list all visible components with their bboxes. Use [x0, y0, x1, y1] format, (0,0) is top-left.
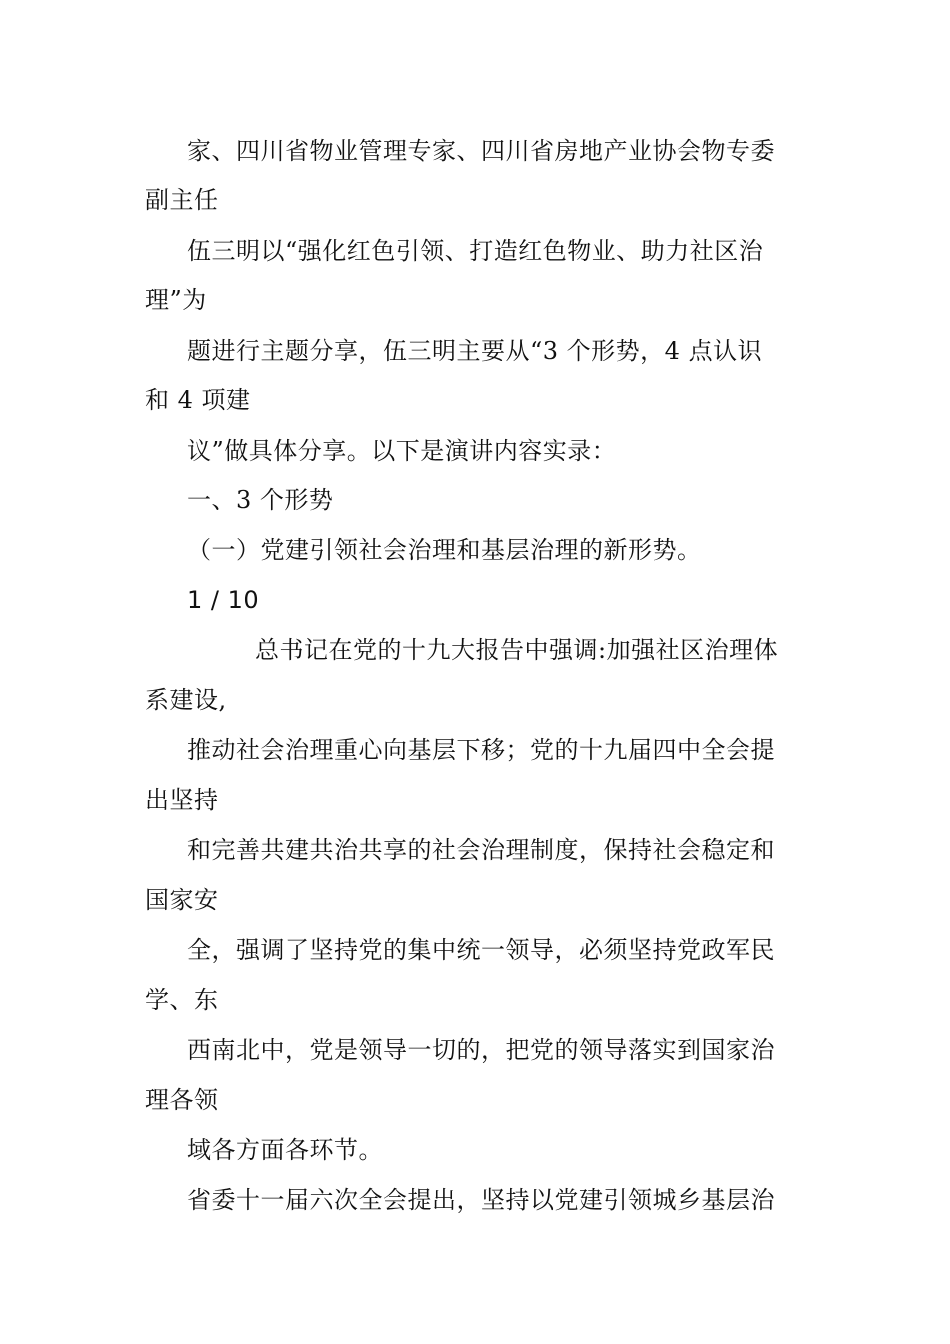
text-line: 家、四川省物业管理专家、四川省房地产业协会物专委 — [187, 137, 775, 165]
text-line: 伍三明以“强化红色引领、打造红色物业、助力社区治 — [187, 237, 764, 265]
text-line: 国家安 — [145, 886, 219, 914]
text-line: 理各领 — [145, 1086, 219, 1114]
text-line: 系建设, — [145, 686, 227, 714]
text-line: 西南北中，党是领导一切的，把党的领导落实到国家治 — [187, 1036, 775, 1064]
text-line: 理”为 — [145, 286, 207, 314]
section-heading: 一、3 个形势 — [187, 486, 334, 514]
text-line: 总书记在党的十九大报告中强调:加强社区治理体 — [255, 636, 779, 664]
text-line: 副主任 — [145, 186, 219, 214]
text-line: 题进行主题分享，伍三明主要从“3 个形势，4 点认识 — [187, 337, 763, 365]
text-line: 推动社会治理重心向基层下移；党的十九届四中全会提 — [187, 736, 775, 764]
text-line: 出坚持 — [145, 786, 219, 814]
text-line: 省委十一届六次全会提出，坚持以党建引领城乡基层治 — [187, 1186, 775, 1214]
subsection-heading: （一）党建引领社会治理和基层治理的新形势。 — [187, 536, 702, 564]
text-line: 和 4 项建 — [145, 386, 251, 414]
text-line: 域各方面各环节。 — [187, 1136, 383, 1164]
text-line: 全，强调了坚持党的集中统一领导，必须坚持党政军民 — [187, 936, 775, 964]
text-line: 议”做具体分享。以下是演讲内容实录： — [187, 437, 617, 465]
page-number: 1 / 10 — [187, 586, 260, 614]
text-line: 和完善共建共治共享的社会治理制度，保持社会稳定和 — [187, 836, 775, 864]
text-line: 学、东 — [145, 986, 219, 1014]
